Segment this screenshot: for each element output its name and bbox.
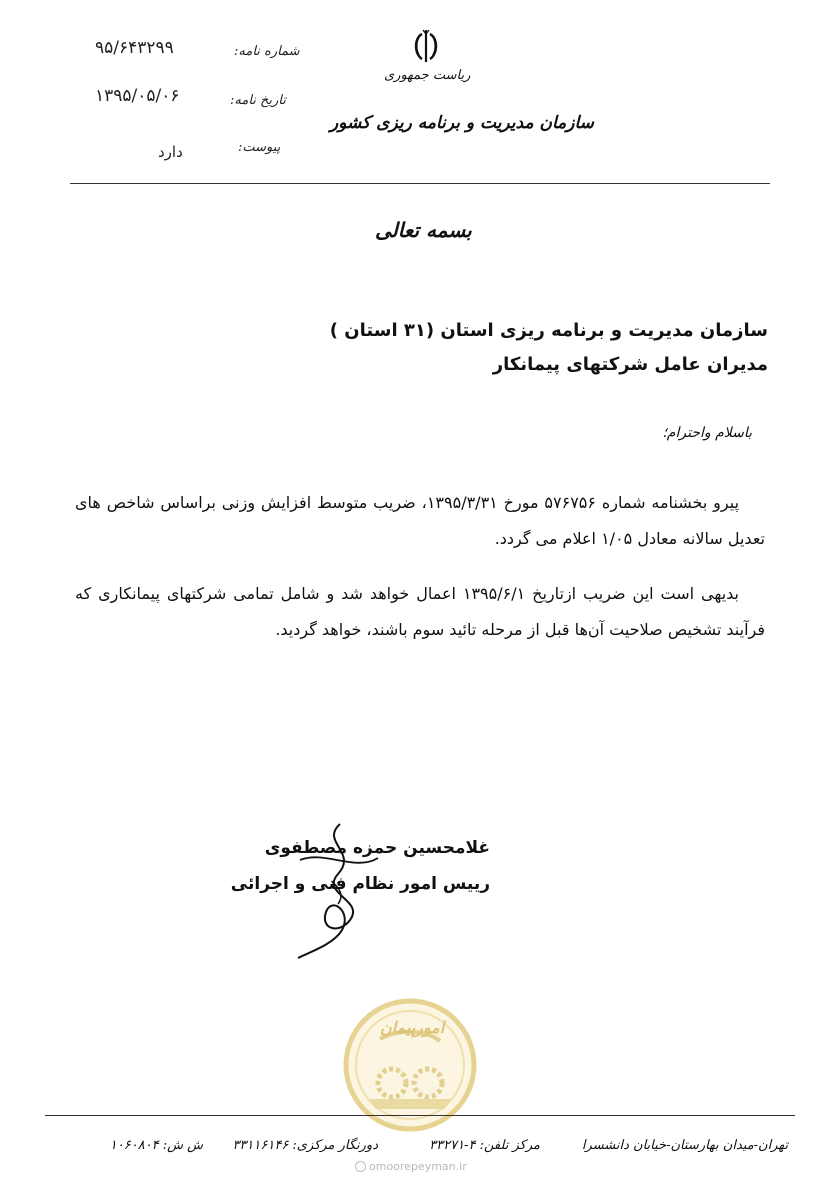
- footer-phone: مرکز تلفن: ۴-۳۳۲۷۱: [429, 1138, 540, 1153]
- header-divider: [70, 183, 770, 184]
- watermark-site: [355, 1160, 467, 1173]
- body-paragraph-2: بدیهی است این ضریب ازتاریخ ۱۳۹۵/۶/۱ اعمال خواهد شد و شامل تمامی شرکتهای پیمانکاری که فرآیند تشخیص صلاحیت آن‌ها قبل از مرحله تائید سوم باشند، خواهد گردید.: [75, 584, 765, 639]
- iran-emblem-icon: [411, 28, 441, 64]
- greeting: باسلام واحترام؛: [662, 425, 752, 441]
- footer-postal: ش ش: ۱۰۶۰۸۰۴: [109, 1138, 203, 1153]
- handwritten-signature: [280, 812, 390, 962]
- bismillah-heading: بسمه تعالی: [375, 218, 472, 242]
- watermark-logo: [340, 995, 480, 1135]
- watermark-text: امورپیمان: [380, 1018, 445, 1037]
- signatory-title: رییس امور نظام فنی و اجرائی: [230, 874, 490, 894]
- footer-address: تهران-میدان بهارستان-خیابان دانشسرا: [581, 1138, 788, 1153]
- letter-date-label: تاریخ نامه:: [230, 93, 286, 108]
- body-paragraph-1: پیرو بخشنامه شماره ۵۷۶۷۵۶ مورخ ۱۳۹۵/۳/۳۱، ضریب متوسط افزایش وزنی براساس شاخص های تعدیل سالانه معادل ۱/۰۵ اعلام می گردد.: [75, 493, 765, 548]
- attachment-value: دارد: [158, 143, 183, 161]
- presidency-label: ریاست جمهوری: [384, 68, 471, 83]
- footer-divider: [45, 1115, 795, 1116]
- letter-date-value: ۱۳۹۵/۰۵/۰۶: [95, 86, 180, 106]
- at-icon: [355, 1161, 366, 1172]
- recipient-line-2: مدیران عامل شرکتهای پیمانکار: [492, 354, 768, 375]
- letter-number-value: ۹۵/۶۴۳۲۹۹: [95, 38, 174, 58]
- watermark-site-text: omoorepeyman.ir: [369, 1160, 467, 1173]
- letter-number-label: شماره نامه:: [234, 44, 300, 59]
- recipient-line-1: سازمان مدیریت و برنامه ریزی استان (۳۱ استان ): [329, 320, 768, 341]
- signatory-name: غلامحسین حمزه مصطفوی: [264, 838, 490, 858]
- attachment-label: پیوست:: [238, 140, 281, 155]
- organization-name: سازمان مدیریت و برنامه ریزی کشور: [330, 113, 594, 133]
- footer-fax: دورنگار مرکزی: ۳۳۱۱۶۱۴۶: [232, 1138, 378, 1153]
